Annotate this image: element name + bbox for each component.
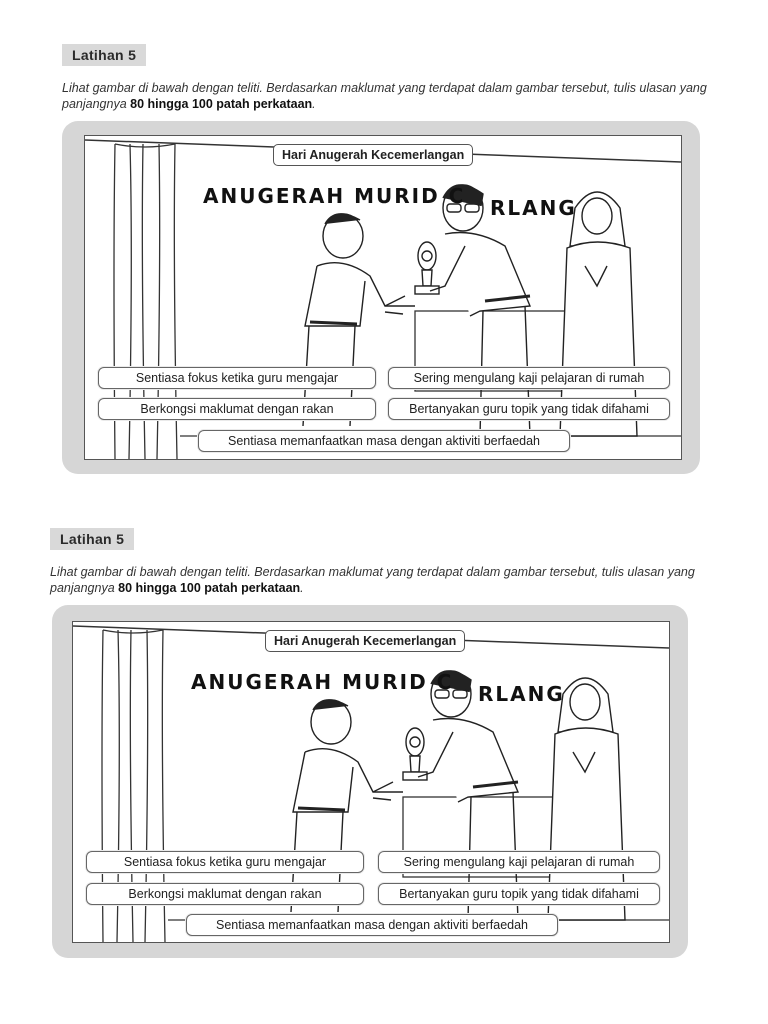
option-box: Berkongsi maklumat dengan rakan (98, 398, 376, 420)
instruction-text: Lihat gambar di bawah dengan teliti. Berdasarkan maklumat yang terdapat dalam gambar tersebut, tulis ulasan yang panjangnya (50, 565, 695, 595)
banner-text-right: RLANG (478, 682, 565, 706)
option-box: Bertanyakan guru topik yang tidak difahami (388, 398, 670, 420)
banner-text-left: ANUGERAH MURID C (191, 670, 454, 694)
banner-text-left: ANUGERAH MURID C (203, 184, 466, 208)
exercise-instruction (62, 80, 722, 112)
instruction-end: . (300, 581, 304, 595)
instruction-word-count: 80 hingga 100 patah perkataan (130, 97, 313, 111)
student-figure-icon (291, 700, 403, 912)
illustration-card (52, 605, 688, 958)
instruction-word-count: 80 hingga 100 patah perkataan (118, 581, 301, 595)
trophy-icon (403, 728, 427, 780)
option-box: Sentiasa fokus ketika guru mengajar (98, 367, 376, 389)
student-figure-icon (303, 214, 415, 426)
option-box: Berkongsi maklumat dengan rakan (86, 883, 364, 905)
illustration-card (62, 121, 700, 474)
scene-title: Hari Anugerah Kecemerlangan (265, 630, 465, 652)
scene-title: Hari Anugerah Kecemerlangan (273, 144, 473, 166)
instruction-text: Lihat gambar di bawah dengan teliti. Berdasarkan maklumat yang terdapat dalam gambar tersebut, tulis ulasan yang panjangnya (62, 81, 707, 111)
option-box: Bertanyakan guru topik yang tidak difahami (378, 883, 660, 905)
option-box: Sentiasa memanfaatkan masa dengan aktiviti berfaedah (198, 430, 570, 452)
option-box: Sentiasa memanfaatkan masa dengan aktiviti berfaedah (186, 914, 558, 936)
banner-text-right: RLANG (490, 196, 577, 220)
exercise-label: Latihan 5 (50, 528, 134, 550)
option-box: Sering mengulang kaji pelajaran di rumah (378, 851, 660, 873)
instruction-end: . (312, 97, 316, 111)
exercise-label: Latihan 5 (62, 44, 146, 66)
trophy-icon (415, 242, 439, 294)
option-box: Sering mengulang kaji pelajaran di rumah (388, 367, 670, 389)
option-box: Sentiasa fokus ketika guru mengajar (86, 851, 364, 873)
exercise-instruction (50, 564, 710, 596)
